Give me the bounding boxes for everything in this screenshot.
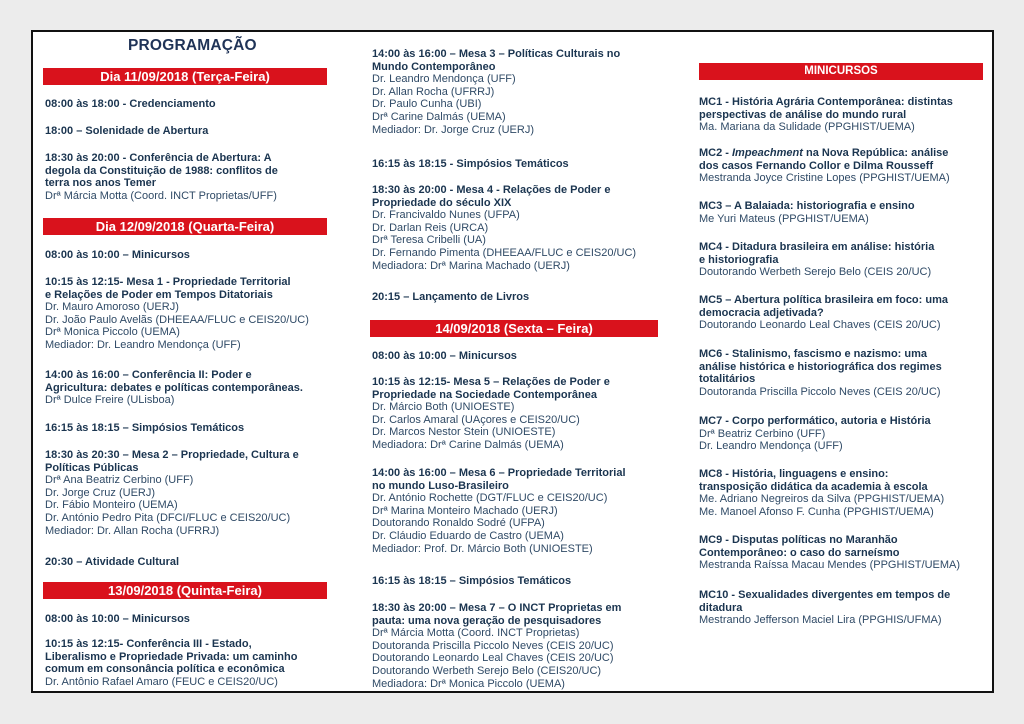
speaker: Drª Márcia Motta (Coord. INCT Proprietas/UFF) <box>45 189 277 202</box>
minicourse-title: MC1 - História Agrária Contemporânea: distintas <box>699 96 953 108</box>
speaker: Dr. Marcos Nestor Stein (UNIOESTE) <box>372 426 556 439</box>
event-block <box>372 158 569 171</box>
event-block <box>372 602 621 690</box>
minicourse-block <box>699 147 950 185</box>
minicourse-title: MC10 - Sexualidades divergentes em tempos de <box>699 589 951 601</box>
minicourse-block <box>699 200 915 225</box>
event-title: Políticas Públicas <box>45 461 139 474</box>
speaker: Dr. Antônio Rafael Amaro (FEUC e CEIS20/UC) <box>45 675 278 688</box>
minicourse-block <box>699 415 931 453</box>
day-header-12: Dia 12/09/2018 (Quarta-Feira) <box>43 218 327 235</box>
minicourse-block <box>699 589 950 627</box>
event-block <box>45 98 216 111</box>
speaker: Doutorando Ronaldo Sodré (UFPA) <box>372 517 545 530</box>
event-title: 16:15 às 18:15 - Simpósios Temáticos <box>372 158 569 170</box>
minicourse-title: ditadura <box>699 601 743 614</box>
speaker: Doutoranda Priscilla Piccolo Neves (CEIS 20/UC) <box>372 639 614 652</box>
event-block <box>45 449 299 537</box>
speaker: Dr. Darlan Reis (URCA) <box>372 221 489 234</box>
event-title: Propriedade do século XIX <box>372 196 512 209</box>
minicourse-title: democracia adjetivada? <box>699 306 824 319</box>
event-block <box>372 575 571 588</box>
speaker: Dr. Paulo Cunha (UBI) <box>372 98 482 111</box>
event-title: Liberalismo e Propriedade Privada: um caminho <box>45 650 298 663</box>
event-block <box>45 422 244 435</box>
event-title: 18:30 às 20:00 - Conferência de Abertura: A <box>45 152 272 164</box>
speaker: Mediadora: Drª Marina Machado (UERJ) <box>372 259 570 272</box>
speaker: Dr. Fábio Monteiro (UEMA) <box>45 499 178 512</box>
speaker: Mediador: Dr. Leandro Mendonça (UFF) <box>45 338 241 351</box>
event-title: 18:30 às 20:00 – Mesa 7 – O INCT Proprietas em <box>372 602 622 614</box>
speaker: Mediadora: Drª Monica Piccolo (UEMA) <box>372 677 565 690</box>
event-block <box>372 376 610 452</box>
instructor: Doutoranda Priscilla Piccolo Neves (CEIS 20/UC) <box>699 385 941 398</box>
minicourse-block <box>699 468 944 518</box>
speaker: Drª Marina Monteiro Machado (UERJ) <box>372 504 558 517</box>
event-title: 20:15 – Lançamento de Livros <box>372 291 530 303</box>
day-header-14: 14/09/2018 (Sexta – Feira) <box>370 320 658 337</box>
event-block <box>45 638 297 688</box>
event-title: 08:00 às 10:00 – Minicursos <box>372 350 517 362</box>
instructor: Dr. Leandro Mendonça (UFF) <box>699 440 843 453</box>
event-block <box>45 276 309 352</box>
day-header-13: 13/09/2018 (Quinta-Feira) <box>43 582 327 599</box>
instructor: Me Yuri Mateus (PPGHIST/UEMA) <box>699 212 869 225</box>
instructor: Mestranda Joyce Cristine Lopes (PPGHIST/UEMA) <box>699 172 950 185</box>
speaker: Dr. Jorge Cruz (UERJ) <box>45 486 156 499</box>
speaker: Dr. Leandro Mendonça (UFF) <box>372 73 516 86</box>
speaker: Dr. António Rochette (DGT/FLUC e CEIS20/UC) <box>372 492 608 505</box>
minicourse-block <box>699 241 934 279</box>
minicourse-block <box>699 294 948 332</box>
minicourse-title: dos casos Fernando Collor e Dilma Rousseff <box>699 159 934 172</box>
minicourse-title: MC2 - Impeachment na Nova República: análise <box>699 147 949 159</box>
page-title: PROGRAMAÇÃO <box>128 37 257 54</box>
instructor: Me. Manoel Afonso F. Cunha (PPGHIST/UEMA) <box>699 505 934 518</box>
minicourse-title: MC3 – A Balaiada: historiografia e ensino <box>699 200 915 212</box>
event-block <box>372 48 620 136</box>
minicourse-title: Contemporâneo: o caso do sarneísmo <box>699 546 900 559</box>
speaker: Drª Monica Piccolo (UEMA) <box>45 326 180 339</box>
event-title: 14:00 às 16:00 – Conferência II: Poder e <box>45 369 252 381</box>
speaker: Doutorando Werbeth Serejo Belo (CEIS20/UC) <box>372 664 602 677</box>
event-title: 10:15 às 12:15- Conferência III - Estado, <box>45 638 252 650</box>
event-title: Agricultura: debates e políticas contemporâneas. <box>45 381 303 394</box>
speaker: Drª Ana Beatriz Cerbino (UFF) <box>45 474 194 487</box>
event-block <box>45 613 190 626</box>
event-block <box>372 467 626 555</box>
event-title: 10:15 às 12:15- Mesa 5 – Relações de Poder e <box>372 376 610 388</box>
speaker: Mediador: Dr. Allan Rocha (UFRRJ) <box>45 524 220 537</box>
speaker: Mediadora: Drª Carine Dalmás (UEMA) <box>372 438 564 451</box>
event-title: no mundo Luso-Brasileiro <box>372 479 509 492</box>
event-block <box>45 369 303 407</box>
instructor: Doutorando Leonardo Leal Chaves (CEIS 20/UC) <box>699 319 941 332</box>
instructor: Me. Adriano Negreiros da Silva (PPGHIST/UEMA) <box>699 493 945 506</box>
minicourse-title: totalitários <box>699 373 756 386</box>
minicourse-title: MC5 – Abertura política brasileira em foco: uma <box>699 294 948 306</box>
event-title: 14:00 às 16:00 – Mesa 3 – Políticas Culturais no <box>372 48 621 60</box>
speaker: Mediador: Prof. Dr. Márcio Both (UNIOESTE) <box>372 542 593 555</box>
minicourse-title: e historiografia <box>699 253 779 266</box>
speaker: Dr. Cláudio Eduardo de Castro (UEMA) <box>372 529 564 542</box>
minicourse-block <box>699 96 953 134</box>
minicourse-title: perspectivas de análise do mundo rural <box>699 108 907 121</box>
instructor: Doutorando Werbeth Serejo Belo (CEIS 20/UC) <box>699 266 932 279</box>
minicourse-title: análise histórica e historiográfica dos regimes <box>699 360 942 373</box>
event-block <box>45 125 208 138</box>
instructor: Mestrando Jefferson Maciel Lira (PPGHIS/UFMA) <box>699 614 942 627</box>
speaker: Doutorando Leonardo Leal Chaves (CEIS 20/UC) <box>372 652 614 665</box>
minicourse-title: MC4 - Ditadura brasileira em análise: história <box>699 241 935 253</box>
speaker: Drª Márcia Motta (Coord. INCT Proprietas) <box>372 627 580 640</box>
speaker: Drª Carine Dalmás (UEMA) <box>372 110 506 123</box>
speaker: Drª Teresa Cribelli (UA) <box>372 234 486 247</box>
instructor: Ma. Mariana da Sulidade (PPGHIST/UEMA) <box>699 121 915 134</box>
minicourse-block <box>699 534 960 572</box>
instructor: Drª Beatriz Cerbino (UFF) <box>699 427 826 440</box>
event-title: 08:00 às 18:00 - Credenciamento <box>45 98 216 110</box>
minicourse-title: MC6 - Stalinismo, fascismo e nazismo: uma <box>699 348 928 360</box>
event-title: terra nos anos Temer <box>45 177 157 190</box>
event-title: Mundo Contemporâneo <box>372 60 496 73</box>
event-block <box>45 152 278 202</box>
speaker: Dr. Márcio Both (UNIOESTE) <box>372 401 515 414</box>
event-block <box>372 184 636 272</box>
event-title: 18:00 – Solenidade de Abertura <box>45 125 209 137</box>
day-header-11: Dia 11/09/2018 (Terça-Feira) <box>43 68 327 85</box>
event-title: 10:15 às 12:15- Mesa 1 - Propriedade Territorial <box>45 276 291 288</box>
minicourse-title: MC9 - Disputas políticas no Maranhão <box>699 534 898 546</box>
minicourse-title: MC8 - História, linguagens e ensino: <box>699 468 889 480</box>
speaker: Dr. Carlos Amaral (UAçores e CEIS20/UC) <box>372 413 580 426</box>
event-title: 08:00 às 10:00 – Minicursos <box>45 613 190 625</box>
minicourse-title: transposição didática da academia à escola <box>699 480 928 493</box>
event-block <box>372 350 517 363</box>
event-title: 20:30 – Atividade Cultural <box>45 556 180 568</box>
minicursos-header: MINICURSOS <box>699 63 983 80</box>
event-block <box>45 249 190 262</box>
event-title: 18:30 às 20:30 – Mesa 2 – Propriedade, Cultura e <box>45 449 299 461</box>
event-block <box>372 291 529 304</box>
event-title: 18:30 às 20:00 - Mesa 4 - Relações de Poder e <box>372 184 611 196</box>
event-title: pauta: uma nova geração de pesquisadores <box>372 614 602 627</box>
speaker: Dr. António Pedro Pita (DFCI/FLUC e CEIS20/UC) <box>45 511 291 524</box>
event-title: 16:15 às 18:15 – Simpósios Temáticos <box>45 422 245 434</box>
event-title: degola da Constituição de 1988: conflitos de <box>45 164 278 177</box>
speaker: Dr. Mauro Amoroso (UERJ) <box>45 301 179 314</box>
minicourse-title: MC7 - Corpo performático, autoria e História <box>699 415 931 427</box>
event-title: 16:15 às 18:15 – Simpósios Temáticos <box>372 575 572 587</box>
speaker: Dr. Allan Rocha (UFRRJ) <box>372 85 495 98</box>
event-title: 08:00 às 10:00 – Minicursos <box>45 249 190 261</box>
event-title: 14:00 às 16:00 – Mesa 6 – Propriedade Territorial <box>372 467 626 479</box>
event-title: Propriedade na Sociedade Contemporânea <box>372 388 597 401</box>
speaker: Dr. Fernando Pimenta (DHEEAA/FLUC e CEIS20/UC) <box>372 246 637 259</box>
speaker: Dr. João Paulo Avelãs (DHEEAA/FLUC e CEIS20/UC) <box>45 313 309 326</box>
event-block <box>45 556 179 569</box>
minicourse-block <box>699 348 942 398</box>
event-title: e Relações de Poder em Tempos Ditatoriais <box>45 288 273 301</box>
instructor: Mestranda Raíssa Macau Mendes (PPGHIST/UEMA) <box>699 559 961 572</box>
speaker: Drª Dulce Freire (ULisboa) <box>45 394 175 407</box>
program-sheet <box>31 30 994 693</box>
event-title: comum em consonância política e econômica <box>45 663 285 676</box>
speaker: Mediador: Dr. Jorge Cruz (UERJ) <box>372 123 534 136</box>
speaker: Dr. Francivaldo Nunes (UFPA) <box>372 209 520 222</box>
